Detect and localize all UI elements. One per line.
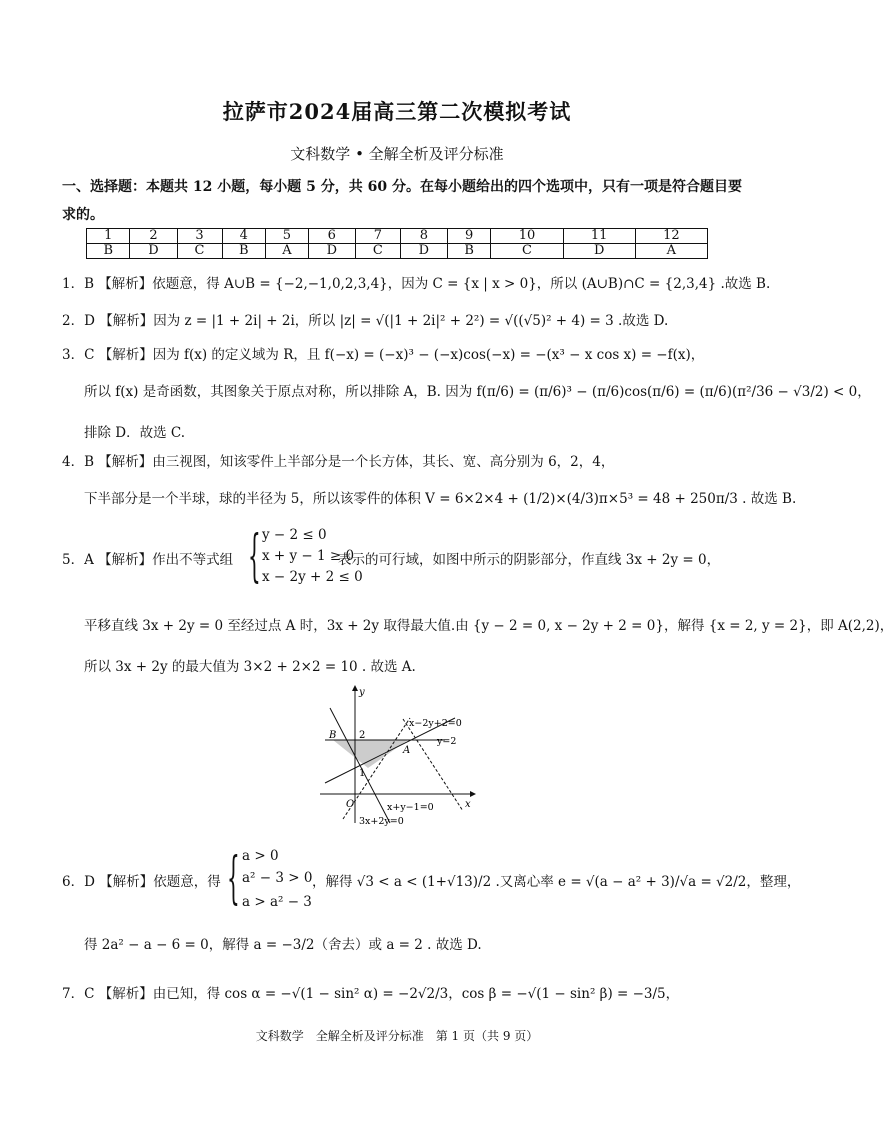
solution-3-line2: 所以 f(x) 是奇函数，其图象关于原点对称，所以排除 A，B. 因为 f(π/6) = (π/6)³ − (π/6)cos(π/6) = (π/6)(π²/36 − √3/2) < 0， [84, 384, 871, 400]
answer-number: 6 [308, 229, 355, 244]
answer-number: 7 [355, 229, 400, 244]
answer-number: 5 [266, 229, 309, 244]
page-footer: 文科数学 全解全析及评分标准 第 1 页（共 9 页） [255, 1029, 539, 1043]
x-axis-arrow [470, 791, 476, 797]
solution-4-line1: 4．B 【解析】由三视图，知该零件上半部分是一个长方体，其长、宽、高分别为 6，2，4， [62, 454, 615, 470]
answer-letter: B [222, 244, 265, 259]
system-6-eq3: a > a² − 3 [242, 894, 312, 910]
answer-letter: C [491, 244, 563, 259]
answer-number-row [87, 229, 708, 244]
answer-number: 2 [130, 229, 177, 244]
answer-letter-row [87, 244, 708, 259]
line4-label: 3x+2y=0 [359, 816, 404, 827]
answer-letter: C [177, 244, 222, 259]
solution-4-line2: 下半部分是一个半球，球的半径为 5，所以该零件的体积 V = 6×2×4 + (1/2)×(4/3)π×5³ = 48 + 250π/3 . 故选 B. [84, 491, 797, 507]
line3-label: x+y−1=0 [387, 802, 434, 813]
shaded-region [333, 740, 411, 768]
answer-number: 3 [177, 229, 222, 244]
page-subtitle: 文科数学 • 全解全析及评分标准 [290, 145, 504, 163]
answer-number: 8 [400, 229, 447, 244]
y-axis-label: y [359, 687, 365, 698]
answer-letter: B [87, 244, 130, 259]
system-5-eq2: x + y − 1 ≥ 0 [262, 548, 355, 564]
page-title: 拉萨市2024届高三第二次模拟考试 [222, 99, 572, 124]
solution-3-line1: 3．C 【解析】因为 f(x) 的定义域为 R，且 f(−x) = (−x)³ − (−x)cos(−x) = −(x³ − x cos x) = −f(x)， [62, 347, 705, 363]
solution-5-line2: 平移直线 3x + 2y = 0 至经过点 A 时，3x + 2y 取得最大值.由 {y − 2 = 0, x − 2y + 2 = 0}，解得 {x = 2, y = 2}，即 A(2,2)， [84, 618, 893, 634]
solution-5-line1b: 表示的可行域，如图中所示的阴影部分，作直线 3x + 2y = 0， [338, 552, 721, 568]
solution-1: 1．B 【解析】依题意，得 A∪B = {−2,−1,0,2,3,4}，因为 C = {x | x > 0}，所以 (A∪B)∩C = {2,3,4} .故选 B. [62, 276, 771, 292]
solution-5-line1a: 5．A 【解析】作出不等式组 [62, 552, 234, 568]
solution-6-line1b: ，解得 √3 < a < (1+√13)/2 .又离心率 e = √(a − a² + 3)/√a = √2/2，整理， [312, 874, 801, 890]
answer-number: 9 [447, 229, 490, 244]
answer-letter: D [130, 244, 177, 259]
answer-letter: D [400, 244, 447, 259]
section-heading: 一、选择题：本题共 12 小题，每小题 5 分，共 60 分。在每小题给出的四个选项中，只有一项是符合题目要求的。 [62, 179, 742, 223]
answer-letter: C [355, 244, 400, 259]
y-axis-arrow [352, 685, 358, 691]
answer-number: 10 [491, 229, 563, 244]
origin-label: O [346, 799, 355, 810]
answer-letter: A [635, 244, 707, 259]
solution-7: 7．C 【解析】由已知，得 cos α = −√(1 − sin² α) = −2√2/3，cos β = −√(1 − sin² β) = −3/5， [62, 986, 680, 1002]
answer-number: 12 [635, 229, 707, 244]
point-b-label: B [329, 730, 337, 741]
tick-1-label: 1 [359, 768, 366, 779]
answer-number: 4 [222, 229, 265, 244]
system-6-eq1: a > 0 [242, 848, 279, 864]
system-5-eq3: x − 2y + 2 ≤ 0 [262, 569, 363, 585]
solution-2: 2．D 【解析】因为 z = |1 + 2i| + 2i，所以 |z| = √(|1 + 2i|² + 2²) = √((√5)² + 4) = 3 .故选 D. [62, 313, 669, 329]
brace: { [227, 844, 240, 912]
line-parallel-dashed [403, 719, 463, 811]
tick-2-label: 2 [359, 730, 366, 741]
answer-number: 11 [563, 229, 635, 244]
system-5-eq1: y − 2 ≤ 0 [262, 527, 327, 543]
solution-6-line1a: 6．D 【解析】依题意，得 [62, 874, 221, 890]
brace: { [248, 522, 261, 590]
line1-label: x−2y+2=0 [409, 718, 462, 729]
answer-letter: B [447, 244, 490, 259]
answer-number: 1 [87, 229, 130, 244]
answer-letter: D [563, 244, 635, 259]
feasible-region-figure [315, 683, 485, 828]
line2-label: y=2 [437, 736, 457, 747]
answer-table [86, 228, 708, 259]
answer-letter: D [308, 244, 355, 259]
solution-3-line3: 排除 D．故选 C. [84, 425, 186, 441]
solution-6-line2: 得 2a² − a − 6 = 0，解得 a = −3/2（舍去）或 a = 2 . 故选 D. [84, 937, 482, 953]
point-a-label: A [403, 745, 411, 756]
system-6-eq2: a² − 3 > 0 [242, 870, 313, 886]
answer-letter: A [266, 244, 309, 259]
solution-5-line3: 所以 3x + 2y 的最大值为 3×2 + 2×2 = 10 . 故选 A. [84, 659, 416, 675]
x-axis-label: x [465, 799, 471, 810]
